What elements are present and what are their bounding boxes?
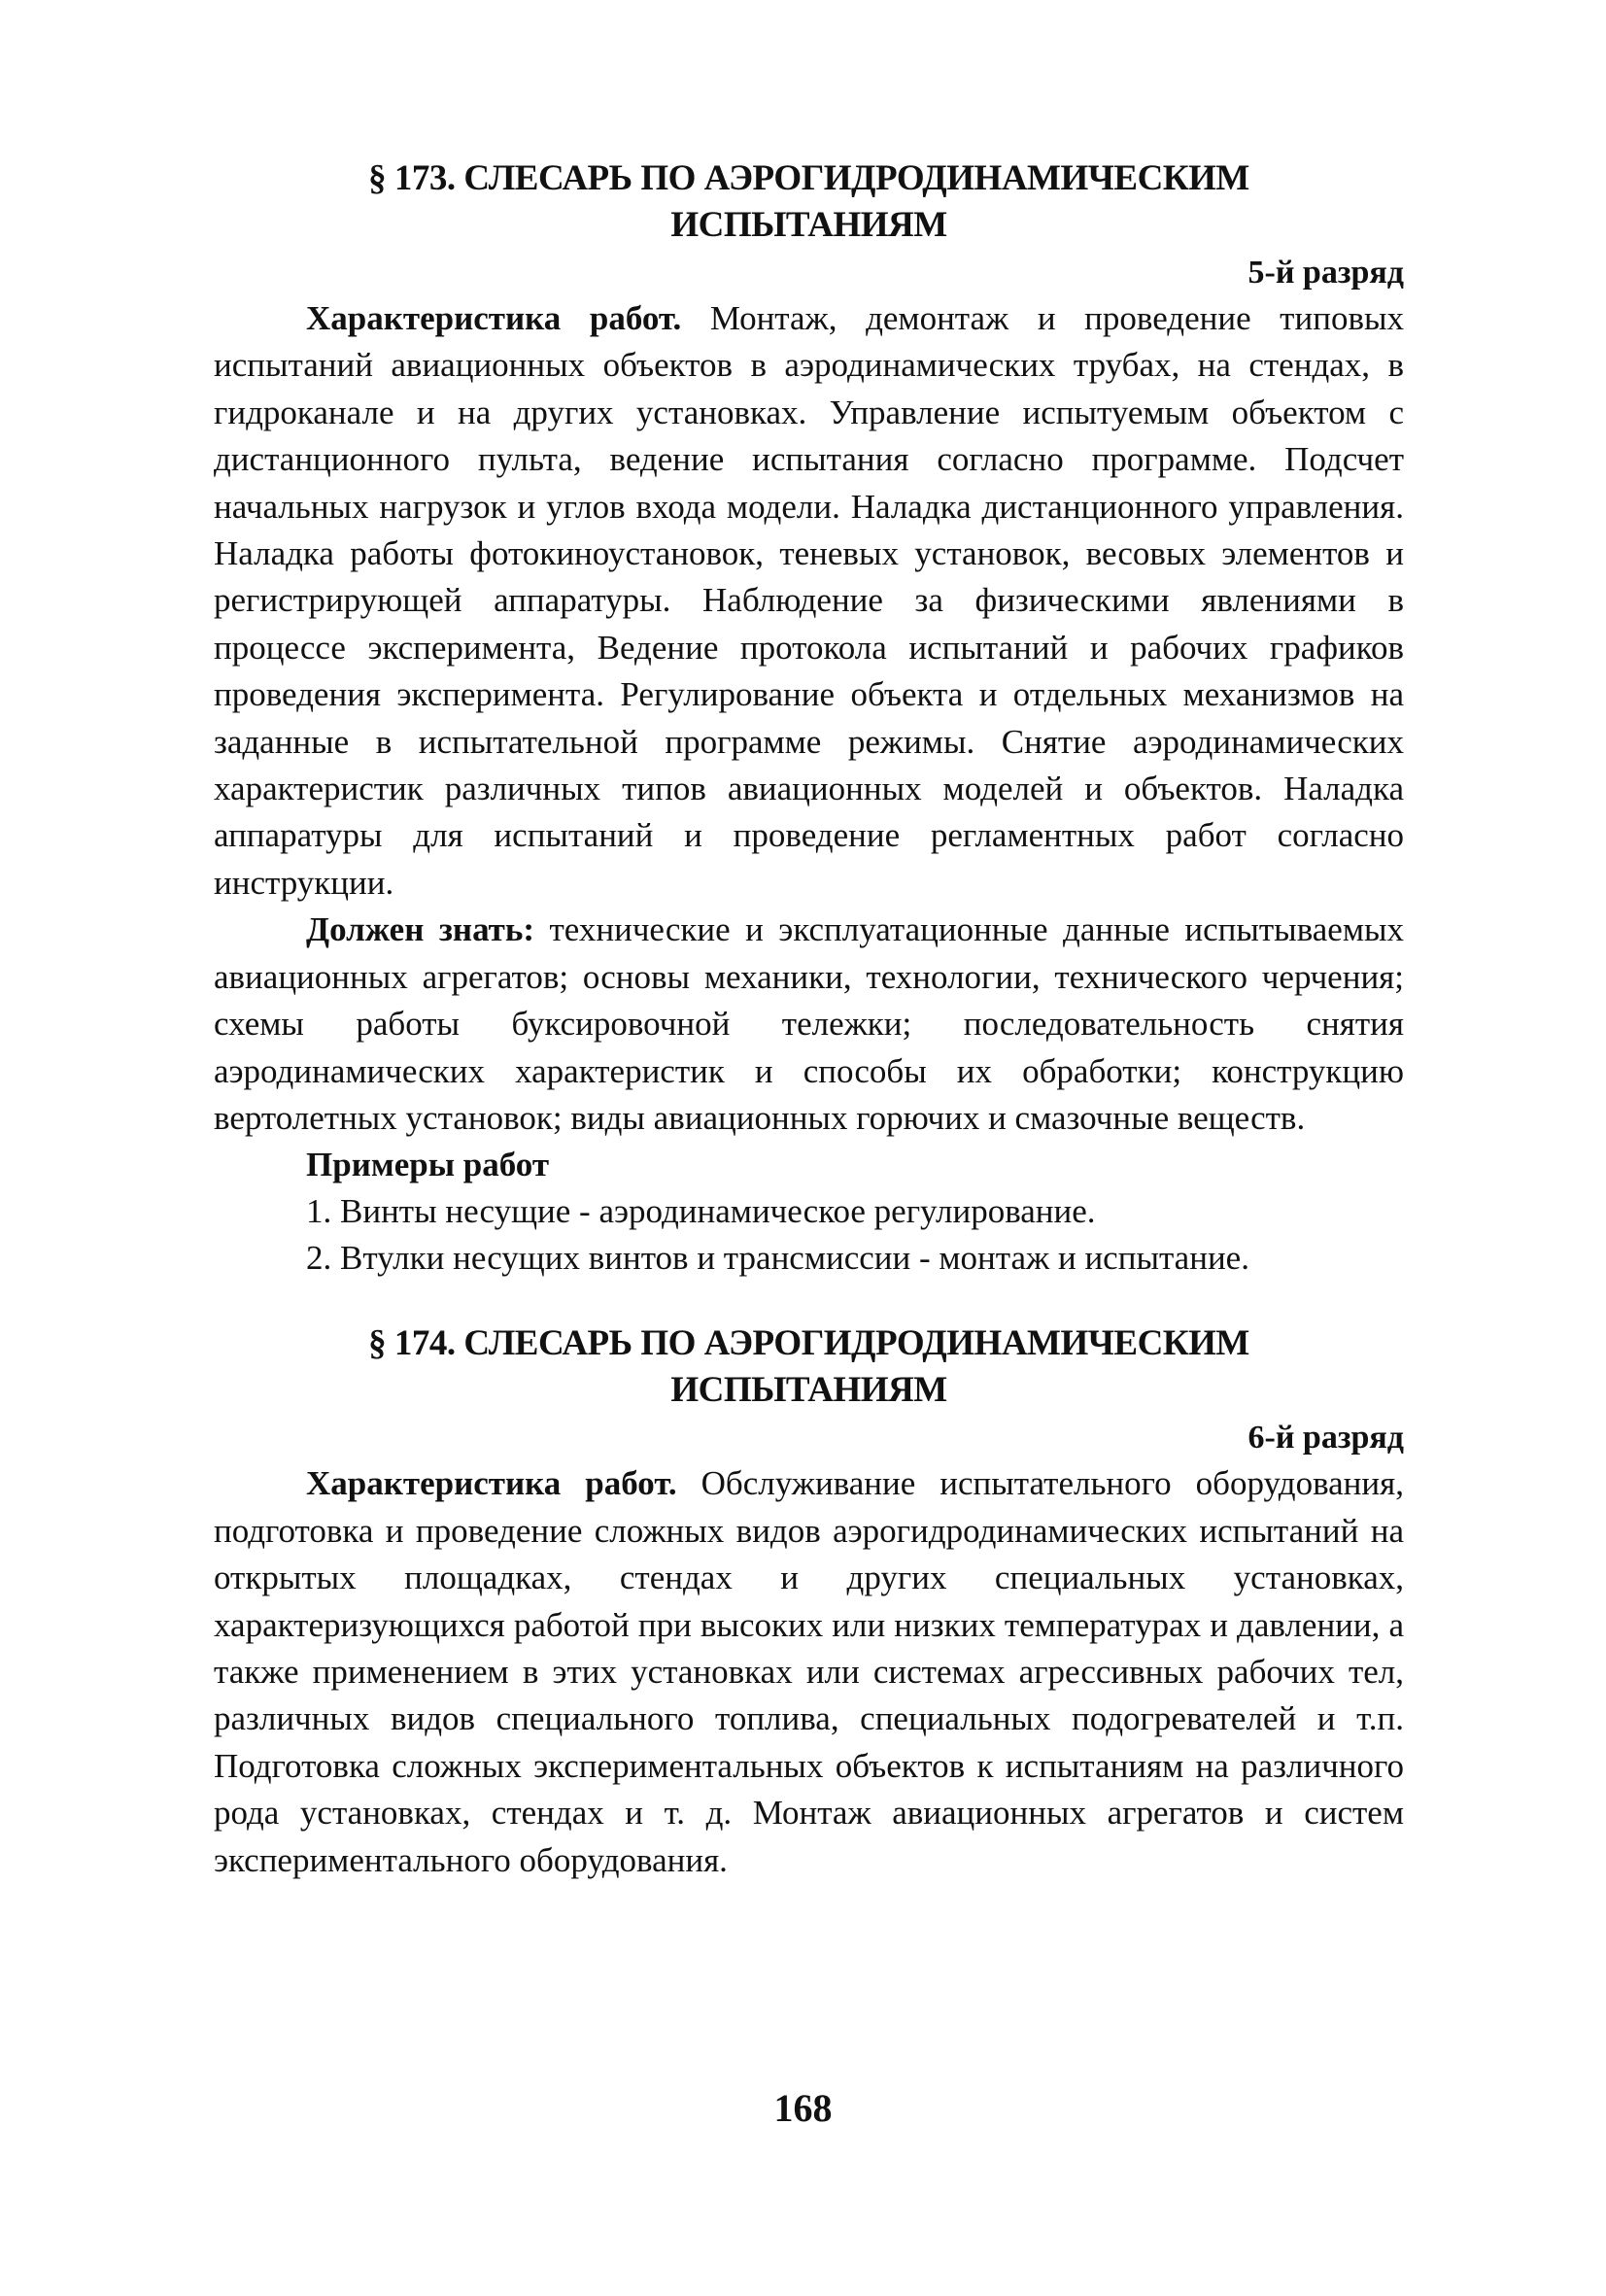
section-173-characteristics-lead: Характеристика работ. <box>306 299 682 337</box>
section-173-knowledge-text: технические и эксплуатационные данные испытываемых авиационных агрегатов; основы механики, технологии, технического черчения; схемы работы буксировочной тележки; последовательность снятия аэродинамических характеристик и способы их обработки; конструкцию вертолетных установок; виды авиационных горючих и смазочные веществ. <box>214 910 1404 1137</box>
section-174 <box>214 1320 1404 1884</box>
section-173-knowledge <box>214 907 1404 1142</box>
section-174-characteristics <box>214 1460 1404 1884</box>
section-174-grade: 6-й разряд <box>1247 1420 1404 1456</box>
section-173-title-line1: § 173. СЛЕСАРЬ ПО АЭРОГИДРОДИНАМИЧЕСКИМ <box>368 158 1249 198</box>
page-number: 168 <box>773 2086 833 2130</box>
section-174-characteristics-text: Обслуживание испытательного оборудования, подготовка и проведение сложных видов аэрогидродинамических испытаний на открытых площадках, стендах и других специальных установках, характеризующихся работой при высоких или низких температурах и давлении, а также применением в этих установках или системах агрессивных рабочих тел, различных видов специального топлива, специальных подогревателей и т.п. Подготовка сложных экспериментальных объектов к испытаниям на различного рода установках, стендах и т. д. Монтаж авиационных агрегатов и систем экспериментального оборудования. <box>214 1464 1404 1879</box>
section-173-knowledge-lead: Должен знать: <box>306 910 535 949</box>
section-174-title <box>214 1320 1404 1414</box>
section-173-title <box>214 155 1404 249</box>
section-173-title-line2: ИСПЫТАНИЯМ <box>670 205 947 245</box>
document-page <box>214 155 1404 1884</box>
section-173-characteristics-text: Монтаж, демонтаж и проведение типовых испытаний авиационных объектов в аэродинамических трубах, на стендах, в гидроканале и на других установках. Управление испытуемым объектом с дистанционного пульта, ведение испытания согласно программе. Подсчет начальных нагрузок и углов входа модели. Наладка дистанционного управления. Наладка работы фотокиноустановок, теневых установок, весовых элементов и регистрирующей аппаратуры. Наблюдение за физическими явлениями в процессе эксперимента, Ведение протокола испытаний и рабочих графиков проведения эксперимента. Регулирование объекта и отдельных механизмов на заданные в испытательной программе режимы. Снятие аэродинамических характеристик различных типов авиационных моделей и объектов. Наладка аппаратуры для испытаний и проведение регламентных работ согласно инструкции. <box>214 299 1404 902</box>
section-174-characteristics-lead: Характеристика работ. <box>306 1464 677 1503</box>
section-174-title-line2: ИСПЫТАНИЯМ <box>670 1370 947 1411</box>
section-174-title-line1: § 174. СЛЕСАРЬ ПО АЭРОГИДРОДИНАМИЧЕСКИМ <box>368 1323 1249 1364</box>
section-173-example-1: 1. Винты несущие - аэродинамическое регулирование. <box>306 1192 1096 1231</box>
section-173-grade: 5-й разряд <box>1247 255 1404 291</box>
section-173 <box>214 155 1404 1282</box>
section-173-examples-title: Примеры работ <box>306 1146 550 1184</box>
section-spacer <box>214 1282 1404 1320</box>
section-173-characteristics <box>214 295 1404 907</box>
section-173-example-2: 2. Втулки несущих винтов и трансмиссии - монтаж и испытание. <box>306 1239 1249 1278</box>
